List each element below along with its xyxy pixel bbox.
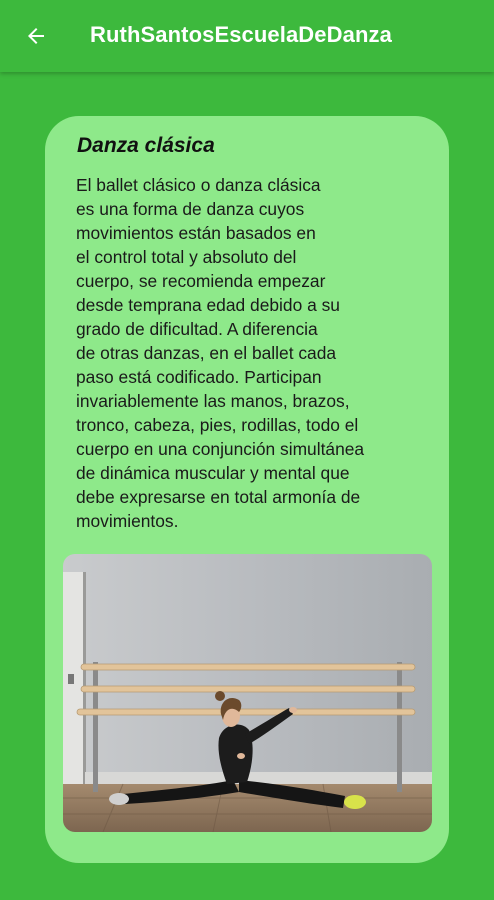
description-line: movimientos.	[76, 511, 179, 531]
card-description	[76, 173, 421, 533]
description-line: es una forma de danza cuyos	[76, 199, 305, 219]
description-line: el control total y absoluto del	[76, 247, 297, 267]
card-title: Danza clásica	[77, 134, 215, 157]
arrow-left-icon	[24, 24, 48, 48]
description-line: de otras danzas, en el ballet cada	[76, 343, 337, 363]
description-line: paso está codificado. Participan	[76, 367, 322, 387]
description-line: movimientos están basados en	[76, 223, 316, 243]
content-card	[45, 116, 449, 863]
description-line: debe expresarse en total armonía de	[76, 487, 361, 507]
description-line: cuerpo, se recomienda empezar	[76, 271, 326, 291]
ballet-photo	[63, 554, 432, 832]
description-line: grado de dificultad. A diferencia	[76, 319, 318, 339]
app-bar	[0, 0, 494, 72]
app-title: RuthSantosEscuelaDeDanza	[90, 22, 392, 47]
description-line: desde temprana edad debido a su	[76, 295, 340, 315]
description-line: invariablemente las manos, brazos,	[76, 391, 350, 411]
description-line: tronco, cabeza, pies, rodillas, todo el	[76, 415, 359, 435]
description-line: El ballet clásico o danza clásica	[76, 175, 321, 195]
description-line: cuerpo en una conjunción simultánea	[76, 439, 365, 459]
description-line: de dinámica muscular y mental que	[76, 463, 350, 483]
back-button[interactable]	[14, 14, 58, 58]
